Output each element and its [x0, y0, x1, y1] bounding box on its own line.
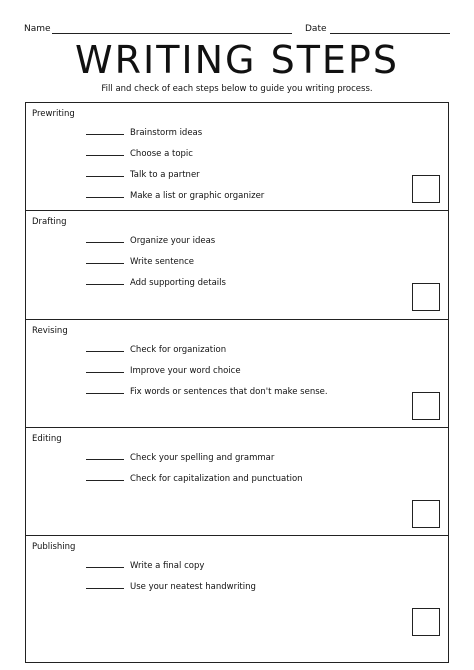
- step-blank[interactable]: [86, 344, 124, 352]
- step-label: Write a final copy: [130, 561, 205, 571]
- step-item[interactable]: [86, 169, 200, 180]
- step-label: Check for capitalization and punctuation: [130, 474, 303, 484]
- step-blank[interactable]: [86, 581, 124, 589]
- step-label: Organize your ideas: [130, 236, 216, 246]
- step-blank[interactable]: [86, 256, 124, 264]
- step-blank[interactable]: [86, 277, 124, 285]
- step-item[interactable]: [86, 581, 256, 592]
- section-checkbox[interactable]: [412, 500, 440, 528]
- step-item[interactable]: [86, 190, 264, 201]
- step-blank[interactable]: [86, 148, 124, 156]
- step-item[interactable]: [86, 235, 215, 246]
- step-item[interactable]: [86, 386, 328, 397]
- step-item[interactable]: [86, 452, 274, 463]
- page-title: WRITING STEPS: [75, 38, 399, 82]
- step-blank[interactable]: [86, 452, 124, 460]
- date-field[interactable]: [330, 33, 450, 34]
- step-label: Write sentence: [130, 257, 195, 267]
- step-blank[interactable]: [86, 386, 124, 394]
- section-prewriting: [26, 103, 448, 210]
- step-label: Use your neatest handwriting: [130, 582, 256, 592]
- name-label: Name: [24, 24, 51, 34]
- step-blank[interactable]: [86, 190, 124, 198]
- step-item[interactable]: [86, 473, 303, 484]
- step-blank[interactable]: [86, 560, 124, 568]
- step-label: Add supporting details: [130, 278, 226, 288]
- section-drafting: [26, 210, 448, 319]
- header-fields: [24, 24, 450, 38]
- section-label: Prewriting: [32, 109, 75, 119]
- section-label: Revising: [32, 326, 68, 336]
- step-label: Check for organization: [130, 345, 227, 355]
- worksheet-table: [25, 102, 449, 663]
- step-item[interactable]: [86, 277, 226, 288]
- step-label: Choose a topic: [130, 149, 193, 159]
- instructions: Fill and check of each steps below to guide you writing process.: [101, 84, 373, 94]
- step-label: Talk to a partner: [130, 170, 200, 180]
- section-editing: [26, 427, 448, 535]
- step-item[interactable]: [86, 344, 226, 355]
- step-blank[interactable]: [86, 473, 124, 481]
- step-item[interactable]: [86, 256, 194, 267]
- step-blank[interactable]: [86, 235, 124, 243]
- step-label: Improve your word choice: [130, 366, 241, 376]
- step-item[interactable]: [86, 365, 241, 376]
- date-label: Date: [305, 24, 327, 34]
- section-label: Editing: [32, 434, 62, 444]
- section-publishing: [26, 535, 448, 661]
- name-field[interactable]: [52, 33, 292, 34]
- step-label: Fix words or sentences that don't make sense.: [130, 387, 328, 397]
- step-label: Check your spelling and grammar: [130, 453, 275, 463]
- section-checkbox[interactable]: [412, 608, 440, 636]
- step-blank[interactable]: [86, 127, 124, 135]
- section-label: Publishing: [32, 542, 76, 552]
- section-checkbox[interactable]: [412, 283, 440, 311]
- step-label: Brainstorm ideas: [130, 128, 203, 138]
- step-item[interactable]: [86, 127, 202, 138]
- step-blank[interactable]: [86, 169, 124, 177]
- section-checkbox[interactable]: [412, 392, 440, 420]
- section-label: Drafting: [32, 217, 67, 227]
- step-blank[interactable]: [86, 365, 124, 373]
- step-item[interactable]: [86, 148, 193, 159]
- section-revising: [26, 319, 448, 427]
- step-item[interactable]: [86, 560, 204, 571]
- section-checkbox[interactable]: [412, 175, 440, 203]
- step-label: Make a list or graphic organizer: [130, 191, 265, 201]
